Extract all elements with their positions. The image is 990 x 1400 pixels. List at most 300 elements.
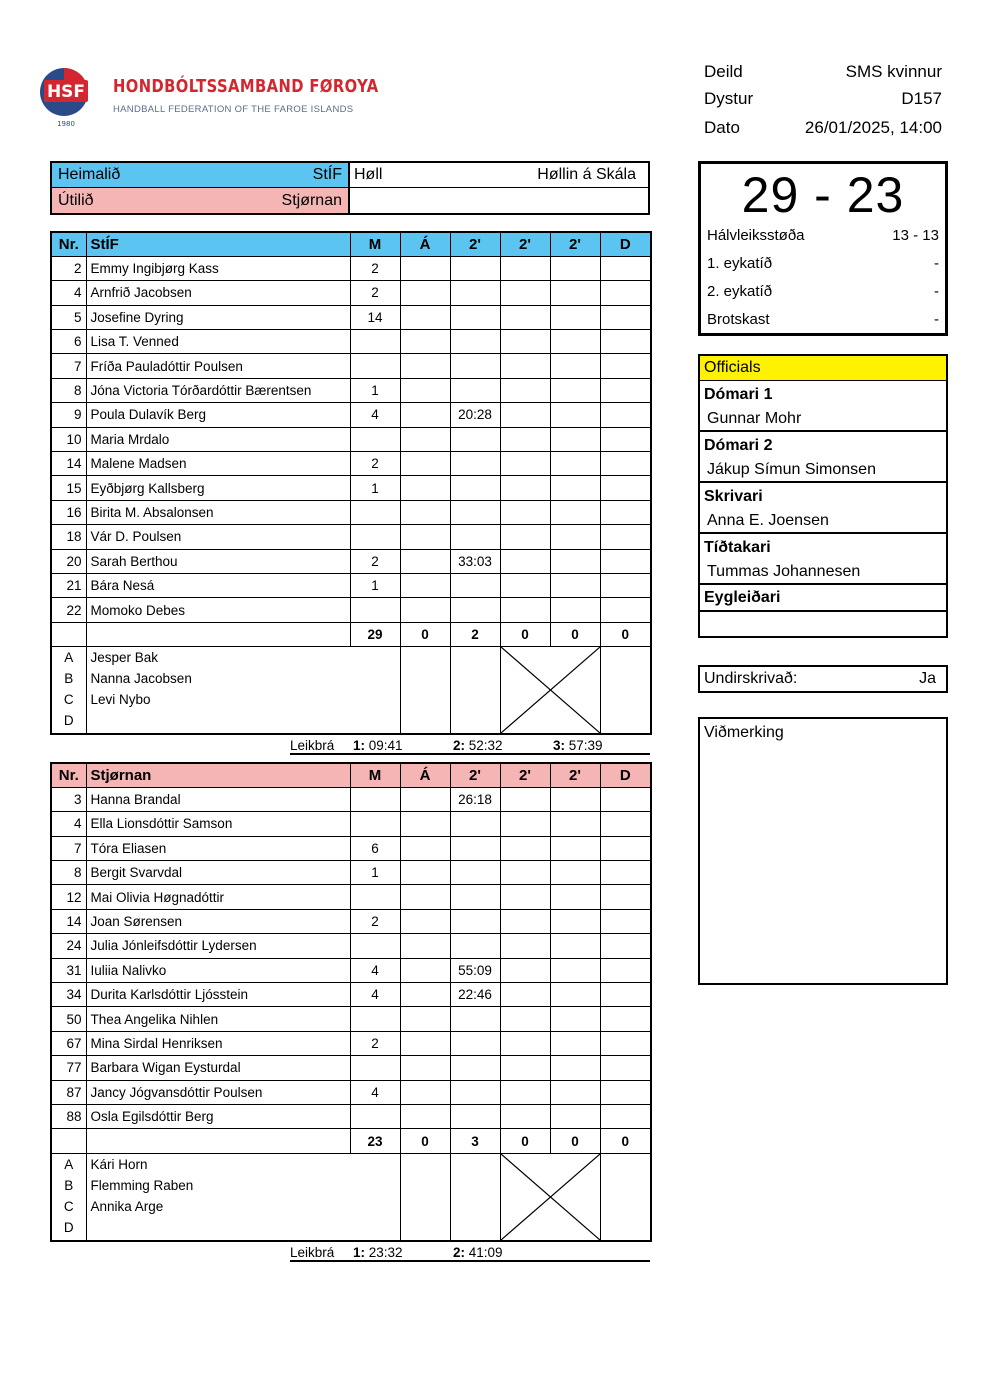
- suspension-1-cell: [450, 378, 500, 402]
- suspension-1-cell: 55:09: [450, 958, 500, 982]
- suspension-1-cell: [450, 427, 500, 451]
- suspension-2-cell: [500, 909, 550, 933]
- suspension-3-cell: [550, 452, 600, 476]
- suspension-3-cell: [550, 378, 600, 402]
- suspension-1-cell: [450, 476, 500, 500]
- warning-cell: [400, 281, 450, 305]
- team-official-name: [91, 1217, 396, 1238]
- warning-cell: [400, 500, 450, 524]
- player-name: Jancy Jógvansdóttir Poulsen: [86, 1080, 350, 1104]
- team-officials-row: [51, 1153, 651, 1241]
- suspension-2-cell: [500, 1031, 550, 1055]
- player-name: Jóna Victoria Tórðardóttir Bærentsen: [86, 378, 350, 402]
- teams-box: [50, 161, 650, 215]
- player-number: 9: [51, 403, 86, 427]
- player-number: 22: [51, 598, 86, 622]
- team-official-name: Levi Nybo: [90, 692, 151, 708]
- suspension-3-cell: [550, 549, 600, 573]
- home-timeouts: Leikbrá 1: 09:41 2: 52:32 3: 57:39: [290, 735, 650, 755]
- disqualification-cell: [600, 1031, 651, 1055]
- blank-cell: [450, 1153, 500, 1241]
- disqualification-cell: [600, 885, 651, 909]
- warning-cell: [400, 476, 450, 500]
- suspension-2-cell: [500, 836, 550, 860]
- team-official-names: [86, 1153, 400, 1241]
- goals-cell: [350, 787, 400, 811]
- player-number: 67: [51, 1031, 86, 1055]
- suspension-2-cell: [500, 403, 550, 427]
- goals-cell: 4: [350, 983, 400, 1007]
- disqualification-cell: [600, 1007, 651, 1031]
- player-number: 10: [51, 427, 86, 451]
- away-timeouts: Leikbrá 1: 23:32 2: 41:09: [290, 1242, 650, 1262]
- suspension-2-cell: [500, 378, 550, 402]
- disqualification-cell: [600, 1056, 651, 1080]
- player-number: 4: [51, 812, 86, 836]
- logo-letters: HSF: [46, 82, 86, 102]
- team-official-letter: D: [63, 1219, 74, 1235]
- suspension-3-cell: [550, 1080, 600, 1104]
- warning-cell: [400, 958, 450, 982]
- goals-cell: [350, 525, 400, 549]
- warning-cell: [400, 1031, 450, 1055]
- remark-box: Viðmerking: [698, 717, 948, 985]
- cross-icon: [501, 1154, 600, 1240]
- blank-cell: [600, 1153, 651, 1241]
- federation-logo: [38, 62, 379, 132]
- warning-cell: [400, 885, 450, 909]
- player-number: 20: [51, 549, 86, 573]
- match-meta: [704, 58, 942, 141]
- player-number: 2: [51, 256, 86, 280]
- disqualification-cell: [600, 354, 651, 378]
- suspension-3-cell: [550, 1056, 600, 1080]
- player-number: 24: [51, 934, 86, 958]
- goals-cell: 1: [350, 861, 400, 885]
- org-name: HONDBÓLTSSAMBAND FØROYA: [113, 76, 379, 97]
- suspension-1-cell: 26:18: [450, 787, 500, 811]
- official-name: Anna E. Joensen: [700, 510, 946, 534]
- suspension-2-cell: [500, 787, 550, 811]
- player-number: 7: [51, 836, 86, 860]
- warning-cell: [400, 934, 450, 958]
- official-title: Eygleiðari: [700, 585, 946, 612]
- team-official-names: [86, 647, 400, 735]
- total-cell: 0: [550, 622, 600, 646]
- player-number: 7: [51, 354, 86, 378]
- player-row: [51, 983, 651, 1007]
- home-roster-table: [50, 231, 652, 735]
- suspension-3-cell: [550, 476, 600, 500]
- player-number: 4: [51, 281, 86, 305]
- team-official-name: Annika Arge: [90, 1198, 164, 1214]
- goals-cell: [350, 812, 400, 836]
- disqualification-cell: [600, 812, 651, 836]
- warning-cell: [400, 452, 450, 476]
- disqualification-cell: [600, 573, 651, 597]
- disqualification-cell: [600, 378, 651, 402]
- player-number: 87: [51, 1080, 86, 1104]
- suspension-3-cell: [550, 1007, 600, 1031]
- goals-cell: [350, 330, 400, 354]
- official-name: Gunnar Mohr: [700, 408, 946, 432]
- player-name: Osla Egilsdóttir Berg: [86, 1104, 350, 1128]
- suspension-1-cell: [450, 354, 500, 378]
- suspension-1-cell: 33:03: [450, 549, 500, 573]
- warning-cell: [400, 330, 450, 354]
- player-row: [51, 812, 651, 836]
- suspension-1-cell: [450, 812, 500, 836]
- suspension-3-cell: [550, 598, 600, 622]
- meta-row-match: Dystur D157: [704, 88, 942, 108]
- warning-cell: [400, 354, 450, 378]
- warning-cell: [400, 256, 450, 280]
- disqualification-cell: [600, 452, 651, 476]
- home-team-cell: Heimalið StÍF: [52, 163, 350, 187]
- warning-cell: [400, 305, 450, 329]
- suspension-1-cell: [450, 1080, 500, 1104]
- goals-cell: 1: [350, 573, 400, 597]
- disqualification-cell: [600, 598, 651, 622]
- player-name: Arnfrið Jacobsen: [86, 281, 350, 305]
- suspension-2-cell: [500, 452, 550, 476]
- goals-cell: 6: [350, 836, 400, 860]
- score-box: [698, 161, 948, 336]
- blank-cell: [400, 647, 450, 735]
- suspension-3-cell: [550, 1031, 600, 1055]
- suspension-2-cell: [500, 354, 550, 378]
- goals-cell: 4: [350, 958, 400, 982]
- disqualification-cell: [600, 549, 651, 573]
- official-title: Tíðtakari: [704, 538, 771, 556]
- player-number: 21: [51, 573, 86, 597]
- goals-cell: [350, 598, 400, 622]
- official-name: [700, 612, 946, 636]
- goals-cell: [350, 1007, 400, 1031]
- suspension-3-cell: [550, 281, 600, 305]
- org-subtitle: HANDBALL FEDERATION OF THE FAROE ISLANDS: [113, 104, 354, 115]
- final-score: 29 - 23: [741, 167, 905, 223]
- suspension-1-cell: [450, 836, 500, 860]
- suspension-3-cell: [550, 403, 600, 427]
- suspension-3-cell: [550, 330, 600, 354]
- goals-cell: [350, 885, 400, 909]
- suspension-3-cell: [550, 1104, 600, 1128]
- player-row: [51, 500, 651, 524]
- disqualification-cell: [600, 500, 651, 524]
- disqualification-cell: [600, 305, 651, 329]
- meta-row-league: Deild SMS kvinnur: [704, 61, 942, 81]
- suspension-1-cell: [450, 573, 500, 597]
- suspension-3-cell: [550, 885, 600, 909]
- warning-cell: [400, 812, 450, 836]
- goals-cell: 2: [350, 909, 400, 933]
- total-cell: 0: [500, 1129, 550, 1153]
- team-official-letter: B: [64, 1177, 74, 1193]
- suspension-2-cell: [500, 500, 550, 524]
- warning-cell: [400, 598, 450, 622]
- suspension-2-cell: [500, 1056, 550, 1080]
- total-blank: [51, 1129, 86, 1153]
- disqualification-cell: [600, 861, 651, 885]
- player-name: Thea Angelika Nihlen: [86, 1007, 350, 1031]
- suspension-1-cell: [450, 598, 500, 622]
- suspension-3-cell: [550, 256, 600, 280]
- player-row: [51, 281, 651, 305]
- player-name: Iuliia Nalivko: [86, 958, 350, 982]
- player-row: [51, 573, 651, 597]
- player-row: [51, 330, 651, 354]
- signed-box: Undirskrivað: Ja: [698, 665, 948, 693]
- suspension-2-cell: [500, 1080, 550, 1104]
- player-name: Eyðbjørg Kallsberg: [86, 476, 350, 500]
- player-row: [51, 476, 651, 500]
- goals-cell: 4: [350, 403, 400, 427]
- warning-cell: [400, 983, 450, 1007]
- score-row-penalties: Brotskast -: [707, 310, 939, 328]
- player-number: 50: [51, 1007, 86, 1031]
- suspension-3-cell: [550, 861, 600, 885]
- total-cell: 0: [400, 622, 450, 646]
- goals-cell: 2: [350, 1031, 400, 1055]
- disqualification-cell: [600, 1104, 651, 1128]
- home-roster: [50, 231, 650, 755]
- suspension-2-cell: [500, 573, 550, 597]
- player-name: Tóra Eliasen: [86, 836, 350, 860]
- totals-row: [51, 1129, 651, 1153]
- away-roster: [50, 762, 650, 1262]
- player-name: Josefine Dyring: [86, 305, 350, 329]
- player-row: [51, 378, 651, 402]
- player-number: 12: [51, 885, 86, 909]
- player-name: Barbara Wigan Eysturdal: [86, 1056, 350, 1080]
- player-row: [51, 934, 651, 958]
- player-name: Ella Lionsdóttir Samson: [86, 812, 350, 836]
- suspension-3-cell: [550, 958, 600, 982]
- goals-cell: 1: [350, 476, 400, 500]
- player-row: [51, 787, 651, 811]
- meta-row-date: Dato 26/01/2025, 14:00: [704, 117, 942, 137]
- suspension-3-cell: [550, 354, 600, 378]
- suspension-1-cell: [450, 1104, 500, 1128]
- team-official-letters: [51, 647, 86, 735]
- player-number: 6: [51, 330, 86, 354]
- player-name: Poula Dulavík Berg: [86, 403, 350, 427]
- player-number: 88: [51, 1104, 86, 1128]
- suspension-3-cell: [550, 573, 600, 597]
- team-officials-row: [51, 647, 651, 735]
- suspension-3-cell: [550, 983, 600, 1007]
- suspension-2-cell: [500, 958, 550, 982]
- player-name: Durita Karlsdóttir Ljósstein: [86, 983, 350, 1007]
- warning-cell: [400, 1080, 450, 1104]
- player-name: Bára Nesá: [86, 573, 350, 597]
- official-name: Jákup Símun Simonsen: [700, 459, 946, 483]
- logo-year: 1980: [57, 120, 75, 128]
- goals-cell: [350, 500, 400, 524]
- total-blank: [51, 622, 86, 646]
- warning-cell: [400, 1007, 450, 1031]
- player-row: [51, 1056, 651, 1080]
- team-official-letter: A: [64, 650, 74, 666]
- suspension-2-cell: [500, 1104, 550, 1128]
- player-number: 16: [51, 500, 86, 524]
- player-row: [51, 1007, 651, 1031]
- official-title: Skrivari: [704, 487, 763, 505]
- disqualification-cell: [600, 958, 651, 982]
- player-number: 14: [51, 452, 86, 476]
- player-name: Hanna Brandal: [86, 787, 350, 811]
- blank-cell: [450, 647, 500, 735]
- player-name: Joan Sørensen: [86, 909, 350, 933]
- goals-cell: 14: [350, 305, 400, 329]
- away-team-cell: Útilið Stjørnan: [52, 188, 350, 213]
- warning-cell: [400, 525, 450, 549]
- suspension-2-cell: [500, 885, 550, 909]
- team-official-name: Nanna Jacobsen: [90, 671, 192, 687]
- goals-cell: [350, 1056, 400, 1080]
- disqualification-cell: [600, 909, 651, 933]
- player-row: [51, 1080, 651, 1104]
- player-row: [51, 427, 651, 451]
- suspension-2-cell: [500, 427, 550, 451]
- player-row: [51, 958, 651, 982]
- home-header-row: Nr. StÍF M Á 2' 2' 2' D: [51, 232, 651, 256]
- suspension-1-cell: 22:46: [450, 983, 500, 1007]
- player-name: Lisa T. Venned: [86, 330, 350, 354]
- total-cell: 0: [550, 1129, 600, 1153]
- suspension-3-cell: [550, 427, 600, 451]
- suspension-2-cell: [500, 812, 550, 836]
- player-name: Mai Olivia Høgnadóttir: [86, 885, 350, 909]
- suspension-3-cell: [550, 305, 600, 329]
- player-row: [51, 1031, 651, 1055]
- suspension-1-cell: [450, 281, 500, 305]
- warning-cell: [400, 909, 450, 933]
- player-number: 18: [51, 525, 86, 549]
- team-official-name: Flemming Raben: [90, 1177, 194, 1193]
- suspension-1-cell: 20:28: [450, 403, 500, 427]
- suspension-2-cell: [500, 476, 550, 500]
- total-cell: 2: [450, 622, 500, 646]
- suspension-1-cell: [450, 885, 500, 909]
- blank-cell: [400, 1153, 450, 1241]
- goals-cell: [350, 354, 400, 378]
- player-name: Malene Madsen: [86, 452, 350, 476]
- suspension-3-cell: [550, 525, 600, 549]
- player-row: [51, 1104, 651, 1128]
- suspension-2-cell: [500, 305, 550, 329]
- player-name: Maria Mrdalo: [86, 427, 350, 451]
- disqualification-cell: [600, 525, 651, 549]
- suspension-2-cell: [500, 256, 550, 280]
- player-row: [51, 598, 651, 622]
- disqualification-cell: [600, 934, 651, 958]
- suspension-2-cell: [500, 934, 550, 958]
- suspension-3-cell: [550, 812, 600, 836]
- player-row: [51, 452, 651, 476]
- away-header-row: Nr. Stjørnan M Á 2' 2' 2' D: [51, 763, 651, 787]
- suspension-2-cell: [500, 598, 550, 622]
- goals-cell: 2: [350, 549, 400, 573]
- player-name: Emmy Ingibjørg Kass: [86, 256, 350, 280]
- disqualification-cell: [600, 836, 651, 860]
- player-row: [51, 861, 651, 885]
- official-title: Dómari 2: [704, 436, 773, 454]
- warning-cell: [400, 549, 450, 573]
- suspension-1-cell: [450, 525, 500, 549]
- player-number: 8: [51, 861, 86, 885]
- official-name: Tummas Johannesen: [700, 561, 946, 585]
- totals-row: [51, 622, 651, 646]
- suspension-2-cell: [500, 330, 550, 354]
- player-name: Julia Jónleifsdóttir Lydersen: [86, 934, 350, 958]
- player-name: Vár D. Poulsen: [86, 525, 350, 549]
- score-row-extra1: 1. eykatíð -: [707, 254, 939, 272]
- disqualification-cell: [600, 476, 651, 500]
- suspension-2-cell: [500, 1007, 550, 1031]
- warning-cell: [400, 836, 450, 860]
- suspension-1-cell: [450, 1007, 500, 1031]
- total-blank: [86, 1129, 350, 1153]
- warning-cell: [400, 573, 450, 597]
- team-official-letter: A: [64, 1156, 74, 1172]
- total-cell: 0: [600, 1129, 651, 1153]
- warning-cell: [400, 861, 450, 885]
- goals-cell: 2: [350, 256, 400, 280]
- suspension-1-cell: [450, 452, 500, 476]
- player-row: [51, 525, 651, 549]
- goals-cell: [350, 427, 400, 451]
- warning-cell: [400, 378, 450, 402]
- officials-panel: [698, 354, 948, 638]
- player-number: 5: [51, 305, 86, 329]
- player-number: 14: [51, 909, 86, 933]
- total-cell: 0: [600, 622, 651, 646]
- total-cell: 0: [400, 1129, 450, 1153]
- disqualification-cell: [600, 330, 651, 354]
- suspension-3-cell: [550, 934, 600, 958]
- suspension-1-cell: [450, 305, 500, 329]
- total-cell: 3: [450, 1129, 500, 1153]
- blank-cell: [600, 647, 651, 735]
- officials-header: Officials: [700, 356, 946, 381]
- player-row: [51, 305, 651, 329]
- team-official-name: Kári Horn: [90, 1156, 148, 1172]
- hsf-emblem-icon: [38, 62, 108, 132]
- player-name: Sarah Berthou: [86, 549, 350, 573]
- player-name: Bergit Svarvdal: [86, 861, 350, 885]
- suspension-1-cell: [450, 256, 500, 280]
- suspension-2-cell: [500, 525, 550, 549]
- suspension-1-cell: [450, 934, 500, 958]
- team-official-letters: [51, 1153, 86, 1241]
- team-official-name: [91, 710, 396, 731]
- team-official-letter: B: [64, 671, 74, 687]
- player-name: Mina Sirdal Henriksen: [86, 1031, 350, 1055]
- player-row: [51, 549, 651, 573]
- warning-cell: [400, 1104, 450, 1128]
- goals-cell: 1: [350, 378, 400, 402]
- goals-cell: [350, 934, 400, 958]
- player-number: 77: [51, 1056, 86, 1080]
- player-name: Birita M. Absalonsen: [86, 500, 350, 524]
- player-row: [51, 403, 651, 427]
- suspension-3-cell: [550, 500, 600, 524]
- crossed-out-cell: [500, 647, 600, 735]
- player-number: 15: [51, 476, 86, 500]
- suspension-1-cell: [450, 330, 500, 354]
